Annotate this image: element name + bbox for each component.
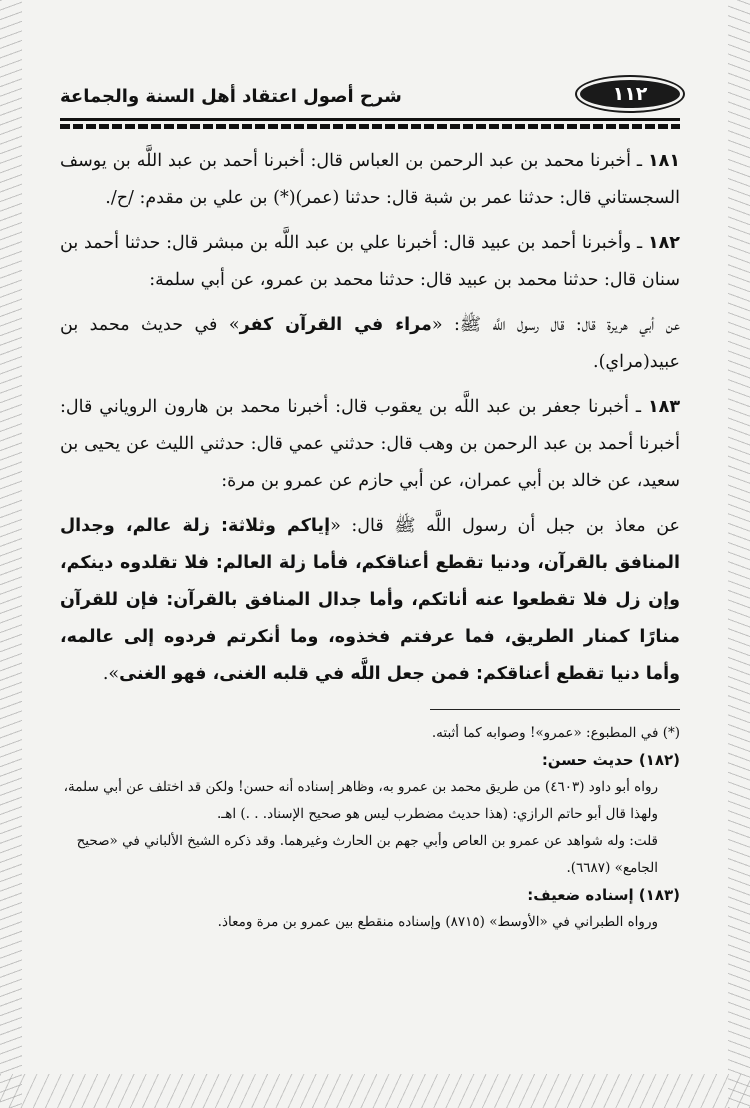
text-181: ـ أخبرنا محمد بن عبد الرحمن بن العباس قال: أخبرنا أحمد بن عبد اللَّه بن يوسف السجستاني قال: حدثنا عمر بن شبة قال: حدثنا (عمر)(*) بن علي بن مقدم: /ح/. <box>60 151 680 208</box>
scan-edge-left <box>0 0 22 1108</box>
text-183: ـ أخبرنا جعفر بن عبد اللَّه بن يعقوب قال: أخبرنا محمد بن هارون الروياني قال: أخبرنا أحمد بن عبد الرحمن بن وهب قال: حدثني عمي قال: حدثني الليث عن يحيى بن سعيد، عن خالد بن أبي عمران، عن أبي حازم عن عمرو بن مرة: <box>60 397 680 491</box>
hadith-183-end: ». <box>102 664 120 684</box>
footnote-183-heading: (١٨٣) إسناده ضعيف: <box>527 886 680 904</box>
footnote-star: (*) في المطبوع: «عمرو»! وصوابه كما أثبته. <box>431 725 680 741</box>
footnote-divider <box>430 709 680 710</box>
header-dashed-rule <box>60 124 680 129</box>
number-182: ١٨٢ <box>647 233 680 253</box>
footnote-183-body: ورواه الطبراني في «الأوسط» (٨٧١٥) وإسناده منقطع بين عمرو بن مرة ومعاذ. <box>217 914 658 930</box>
hadith-182 <box>60 307 680 381</box>
page-header <box>60 80 680 112</box>
paragraph-181 <box>60 143 680 217</box>
footnotes <box>60 720 680 936</box>
hadith-182-end: » في حديث محمد بن عبيد(مراي). <box>60 315 680 372</box>
scan-edge-right <box>728 0 750 1108</box>
main-text <box>60 143 680 693</box>
hadith-183-intro: عن معاذ بن جبل أن رسول اللَّه ﷺ قال: « <box>330 516 680 536</box>
hadith-183-matn: إياكم وثلاثة: زلة عالم، وجدال المنافق بالقرآن، ودنيا تقطع أعناقكم، فأما زلة العالم: فلا تقلدوه دينكم، وإن زل فلا تقطعوا عنه أناتكم، وأما جدال المنافق بالقرآن: فإن للقرآن منارًا كمنار الطريق، فما عرفتم فخذوه، وما أنكرتم فردوه إلى عالمه، وأما دنيا تقطع أعناقكم: فمن جعل اللَّه في قلبه الغنى، فهو الغنى <box>60 516 680 684</box>
header-rule <box>60 118 680 121</box>
footnote-182-note: قلت: وله شواهد عن عمرو بن العاص وأبي جهم بن الحارث وغيرهما. وقد ذكره الشيخ الألباني في «صحيح الجامع» (٦٦٨٧). <box>76 833 658 876</box>
scan-edge-bottom <box>0 1074 750 1108</box>
footnote-182-heading: (١٨٢) حديث حسن: <box>541 751 680 769</box>
paragraph-182 <box>60 225 680 299</box>
paragraph-183 <box>60 389 680 500</box>
hadith-182-matn: مراء في القرآن كفر <box>239 315 432 335</box>
footnote-182-body: رواه أبو داود (٤٦٠٣) من طريق محمد بن عمرو به، وظاهر إسناده أنه حسن! ولكن قد اختلف عن أبي سلمة، ولهذا قال أبو حاتم الرازي: (هذا حديث مضطرب ليس هو صحيح الإسناد. . .) اهـ. <box>63 779 658 822</box>
number-181: ١٨١ <box>647 151 680 171</box>
hadith-183 <box>60 508 680 693</box>
hadith-182-intro: عن أبي هريرة قال: قال رسول اللَّه ﷺ: « <box>431 315 680 335</box>
number-183: ١٨٣ <box>647 397 680 417</box>
page-number: ١١٢ <box>580 80 680 108</box>
page <box>60 80 680 1070</box>
running-title: شرح أصول اعتقاد أهل السنة والجماعة <box>60 86 402 107</box>
text-182: ـ وأخبرنا أحمد بن عبيد قال: أخبرنا علي بن عبد اللَّه بن مبشر قال: حدثنا أحمد بن سنان قال: حدثنا محمد بن عبيد قال: حدثنا محمد بن عمرو، عن أبي سلمة: <box>60 233 680 290</box>
